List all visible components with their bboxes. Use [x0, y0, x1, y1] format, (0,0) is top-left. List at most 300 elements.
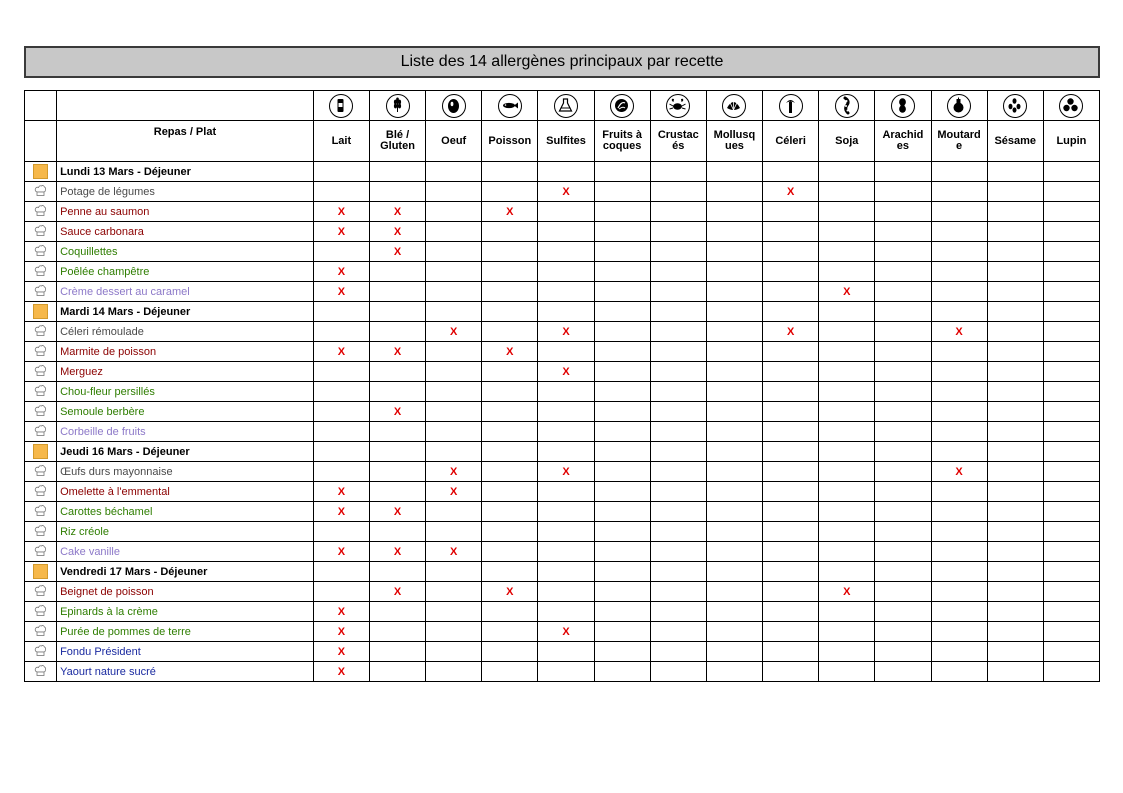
- row-icon-cell: [25, 362, 57, 382]
- allergen-cell: [650, 482, 706, 502]
- allergen-cell: [1043, 162, 1099, 182]
- allergen-cell: [482, 442, 538, 462]
- allergen-cell: [482, 562, 538, 582]
- allergen-mark: X: [562, 185, 570, 198]
- allergen-header-text: Crustac: [657, 129, 699, 141]
- allergen-header-text: és: [672, 140, 685, 152]
- allergen-cell: [313, 582, 369, 602]
- dish-row: [25, 482, 1100, 502]
- allergen-cell: [650, 642, 706, 662]
- allergen-cell: [763, 602, 819, 622]
- allergen-cell: [706, 622, 762, 642]
- allergen-cell: [426, 362, 482, 382]
- allergen-header-text: Sulfites: [546, 134, 586, 147]
- allergen-cell: [538, 322, 594, 342]
- allergen-icon-cell: [426, 91, 482, 121]
- allergen-cell: [819, 382, 875, 402]
- allergen-cell: [313, 362, 369, 382]
- allergen-cell: [875, 322, 931, 342]
- allergen-cell: [931, 222, 987, 242]
- allergen-cell: [987, 242, 1043, 262]
- allergen-cell: [931, 302, 987, 322]
- allergen-cell: [650, 222, 706, 242]
- allergen-cell: [426, 582, 482, 602]
- dish-name: Sauce carbonara: [57, 222, 314, 242]
- allergen-cell: [931, 522, 987, 542]
- allergen-cell: [650, 502, 706, 522]
- fish-icon: [498, 94, 522, 118]
- allergen-cell: [313, 442, 369, 462]
- allergen-cell: [1043, 222, 1099, 242]
- allergen-cell: [426, 162, 482, 182]
- allergen-cell: [538, 202, 594, 222]
- allergen-cell: [931, 182, 987, 202]
- allergen-header-row: [25, 121, 1100, 162]
- allergen-mark: X: [337, 485, 346, 498]
- allergen-column-header: [875, 121, 931, 162]
- allergen-cell: [763, 342, 819, 362]
- allergen-cell: [426, 482, 482, 502]
- allergen-cell: [369, 242, 425, 262]
- allergen-cell: [875, 222, 931, 242]
- blank-header-cell: [57, 91, 314, 121]
- dish-name: Epinards à la crème: [57, 602, 314, 622]
- allergen-cell: [987, 602, 1043, 622]
- allergen-cell: [763, 242, 819, 262]
- dish-name: Corbeille de fruits: [57, 422, 314, 442]
- allergen-cell: [538, 582, 594, 602]
- dish-row: [25, 582, 1100, 602]
- allergen-mark: X: [337, 545, 346, 558]
- allergen-cell: [875, 562, 931, 582]
- allergen-cell: [482, 522, 538, 542]
- allergen-cell: [650, 622, 706, 642]
- allergen-cell: [650, 202, 706, 222]
- allergen-column-header: [763, 121, 819, 162]
- allergen-mark: X: [337, 225, 346, 238]
- allergen-cell: [931, 322, 987, 342]
- allergen-table: [24, 90, 1100, 682]
- allergen-cell: [313, 502, 369, 522]
- allergen-cell: [1043, 542, 1099, 562]
- allergen-cell: [875, 622, 931, 642]
- allergen-cell: [1043, 482, 1099, 502]
- allergen-cell: [369, 602, 425, 622]
- allergen-cell: [482, 302, 538, 322]
- allergen-cell: [538, 362, 594, 382]
- row-icon-cell: [25, 442, 57, 462]
- allergen-cell: [482, 222, 538, 242]
- allergen-cell: [482, 602, 538, 622]
- chef-hat-icon: [34, 428, 47, 440]
- allergen-cell: [987, 662, 1043, 682]
- dish-name: Cake vanille: [57, 542, 314, 562]
- shell-icon: [722, 94, 746, 118]
- chef-hat-icon: [34, 368, 47, 380]
- allergen-column-header: [819, 121, 875, 162]
- allergen-cell: [538, 502, 594, 522]
- allergen-cell: [987, 442, 1043, 462]
- allergen-cell: [594, 242, 650, 262]
- dish-row: [25, 662, 1100, 682]
- row-icon-cell: [25, 222, 57, 242]
- row-icon-cell: [25, 322, 57, 342]
- chef-hat-icon: [34, 208, 47, 220]
- allergen-cell: [819, 342, 875, 362]
- allergen-cell: [538, 602, 594, 622]
- allergen-cell: [650, 562, 706, 582]
- chef-hat-icon: [34, 228, 47, 240]
- flask-icon: [554, 94, 578, 118]
- allergen-cell: [650, 282, 706, 302]
- dish-row: [25, 342, 1100, 362]
- allergen-cell: [819, 662, 875, 682]
- dish-row: [25, 322, 1100, 342]
- allergen-cell: [763, 622, 819, 642]
- page-title: Liste des 14 allergènes principaux par recette: [24, 46, 1100, 78]
- allergen-cell: [987, 502, 1043, 522]
- allergen-header-text: Arachid: [882, 129, 924, 141]
- allergen-mark: X: [337, 205, 346, 218]
- allergen-cell: [538, 462, 594, 482]
- allergen-cell: [594, 282, 650, 302]
- row-icon-cell: [25, 422, 57, 442]
- allergen-cell: [706, 602, 762, 622]
- allergen-icon-row: [25, 91, 1100, 121]
- allergen-cell: [819, 582, 875, 602]
- allergen-cell: [594, 622, 650, 642]
- allergen-cell: [426, 502, 482, 522]
- allergen-cell: [369, 302, 425, 322]
- allergen-cell: [706, 342, 762, 362]
- allergen-cell: [706, 562, 762, 582]
- allergen-icon-cell: [763, 91, 819, 121]
- allergen-cell: [313, 282, 369, 302]
- allergen-cell: [875, 242, 931, 262]
- allergen-cell: [313, 622, 369, 642]
- allergen-cell: [763, 322, 819, 342]
- allergen-cell: [875, 382, 931, 402]
- allergen-cell: [987, 582, 1043, 602]
- allergen-cell: [369, 322, 425, 342]
- allergen-cell: [482, 642, 538, 662]
- allergen-mark: X: [337, 625, 346, 638]
- dish-name: Semoule berbère: [57, 402, 314, 422]
- allergen-cell: [875, 462, 931, 482]
- allergen-header-text: Poisson: [488, 134, 532, 147]
- dish-name: Marmite de poisson: [57, 342, 314, 362]
- allergen-cell: [706, 422, 762, 442]
- allergen-mark: X: [786, 185, 795, 198]
- allergen-cell: [426, 602, 482, 622]
- allergen-cell: [426, 202, 482, 222]
- allergen-cell: [369, 222, 425, 242]
- allergen-cell: [931, 662, 987, 682]
- allergen-cell: [875, 502, 931, 522]
- allergen-cell: [426, 262, 482, 282]
- row-icon-cell: [25, 562, 57, 582]
- allergen-cell: [313, 662, 369, 682]
- allergen-icon-cell: [369, 91, 425, 121]
- allergen-cell: [987, 162, 1043, 182]
- row-icon-cell: [25, 542, 57, 562]
- allergen-cell: [369, 442, 425, 462]
- allergen-header-text: Fruits à: [602, 129, 642, 141]
- allergen-mark: X: [955, 325, 963, 338]
- allergen-cell: [594, 662, 650, 682]
- allergen-cell: [426, 662, 482, 682]
- allergen-cell: [706, 322, 762, 342]
- allergen-cell: [931, 242, 987, 262]
- dish-name: Penne au saumon: [57, 202, 314, 222]
- allergen-cell: [369, 622, 425, 642]
- allergen-cell: [313, 562, 369, 582]
- allergen-cell: [594, 202, 650, 222]
- allergen-cell: [931, 202, 987, 222]
- allergen-mark: X: [337, 345, 346, 358]
- allergen-cell: [987, 382, 1043, 402]
- allergen-cell: [819, 322, 875, 342]
- chef-hat-icon: [34, 268, 47, 280]
- allergen-cell: [987, 342, 1043, 362]
- allergen-cell: [482, 242, 538, 262]
- chef-hat-icon: [34, 348, 47, 360]
- egg-icon: [442, 94, 466, 118]
- allergen-cell: [931, 642, 987, 662]
- allergen-cell: [538, 342, 594, 362]
- allergen-cell: [763, 162, 819, 182]
- allergen-cell: [931, 362, 987, 382]
- allergen-cell: [538, 642, 594, 662]
- allergen-cell: [594, 322, 650, 342]
- allergen-cell: [763, 442, 819, 462]
- allergen-cell: [875, 602, 931, 622]
- allergen-cell: [369, 422, 425, 442]
- allergen-cell: [819, 222, 875, 242]
- dish-row: [25, 542, 1100, 562]
- allergen-cell: [763, 262, 819, 282]
- allergen-cell: [763, 282, 819, 302]
- allergen-cell: [931, 442, 987, 462]
- allergen-cell: [650, 302, 706, 322]
- row-icon-cell: [25, 662, 57, 682]
- allergen-cell: [313, 222, 369, 242]
- row-icon-cell: [25, 462, 57, 482]
- allergen-cell: [594, 562, 650, 582]
- allergen-cell: [538, 282, 594, 302]
- allergen-cell: [369, 542, 425, 562]
- allergen-header-text: Sésame: [994, 134, 1037, 147]
- allergen-cell: [369, 262, 425, 282]
- allergen-cell: [594, 262, 650, 282]
- day-square-icon: [33, 304, 48, 319]
- allergen-cell: [875, 482, 931, 502]
- allergen-cell: [819, 642, 875, 662]
- allergen-header-text: es: [896, 140, 910, 152]
- day-header-row: [25, 442, 1100, 462]
- allergen-cell: [931, 162, 987, 182]
- allergen-cell: [650, 442, 706, 462]
- allergen-cell: [594, 582, 650, 602]
- allergen-header-text: ues: [724, 140, 744, 152]
- allergen-cell: [426, 242, 482, 262]
- allergen-cell: [1043, 302, 1099, 322]
- allergen-cell: [594, 442, 650, 462]
- allergen-cell: [987, 362, 1043, 382]
- nut-icon: [610, 94, 634, 118]
- allergen-cell: [426, 562, 482, 582]
- allergen-cell: [706, 362, 762, 382]
- allergen-cell: [987, 642, 1043, 662]
- allergen-cell: [426, 442, 482, 462]
- allergen-mark: X: [562, 625, 570, 638]
- allergen-cell: [313, 302, 369, 322]
- dish-row: [25, 362, 1100, 382]
- allergen-cell: [931, 602, 987, 622]
- day-square-icon: [33, 164, 48, 179]
- allergen-icon-cell: [987, 91, 1043, 121]
- allergen-cell: [482, 422, 538, 442]
- chef-hat-icon: [34, 508, 47, 520]
- allergen-icon-cell: [538, 91, 594, 121]
- allergen-cell: [706, 502, 762, 522]
- allergen-cell: [538, 382, 594, 402]
- allergen-icon-cell: [819, 91, 875, 121]
- row-icon-cell: [25, 482, 57, 502]
- allergen-cell: [594, 342, 650, 362]
- allergen-cell: [763, 502, 819, 522]
- allergen-cell: [650, 422, 706, 442]
- allergen-cell: [1043, 182, 1099, 202]
- allergen-cell: [482, 502, 538, 522]
- allergen-cell: [931, 622, 987, 642]
- allergen-cell: [482, 162, 538, 182]
- allergen-cell: [931, 542, 987, 562]
- allergen-cell: [369, 502, 425, 522]
- allergen-icon-cell: [313, 91, 369, 121]
- dish-row: [25, 242, 1100, 262]
- allergen-cell: [369, 662, 425, 682]
- dish-name: Yaourt nature sucré: [57, 662, 314, 682]
- allergen-header-text: Céleri: [775, 134, 806, 147]
- allergen-cell: [594, 482, 650, 502]
- allergen-cell: [313, 482, 369, 502]
- allergen-cell: [650, 522, 706, 542]
- chef-hat-icon: [34, 248, 47, 260]
- allergen-cell: [369, 642, 425, 662]
- allergen-cell: [987, 542, 1043, 562]
- allergen-cell: [875, 362, 931, 382]
- chef-hat-icon: [34, 488, 47, 500]
- dish-row: [25, 182, 1100, 202]
- allergen-cell: [482, 622, 538, 642]
- allergen-header-text: Mollusq: [713, 129, 756, 141]
- allergen-column-header: [313, 121, 369, 162]
- allergen-cell: [931, 282, 987, 302]
- allergen-cell: [650, 362, 706, 382]
- allergen-mark: X: [337, 505, 346, 518]
- allergen-cell: [369, 362, 425, 382]
- sesame-icon: [1003, 94, 1027, 118]
- allergen-cell: [313, 542, 369, 562]
- allergen-cell: [313, 602, 369, 622]
- allergen-cell: [369, 202, 425, 222]
- allergen-cell: [594, 182, 650, 202]
- allergen-cell: [875, 422, 931, 442]
- dish-row: [25, 382, 1100, 402]
- allergen-mark: X: [955, 465, 963, 478]
- allergen-mark: X: [843, 585, 851, 598]
- allergen-cell: [1043, 382, 1099, 402]
- allergen-cell: [987, 202, 1043, 222]
- day-label: Mardi 14 Mars - Déjeuner: [57, 302, 314, 322]
- allergen-cell: [706, 282, 762, 302]
- allergen-cell: [819, 562, 875, 582]
- allergen-header-text: Moutard: [937, 129, 981, 141]
- allergen-cell: [482, 322, 538, 342]
- allergen-cell: [763, 642, 819, 662]
- allergen-column-header: [426, 121, 482, 162]
- allergen-icon-cell: [875, 91, 931, 121]
- allergen-header-text: Oeuf: [441, 134, 467, 147]
- dish-row: [25, 422, 1100, 442]
- allergen-cell: [1043, 502, 1099, 522]
- allergen-cell: [706, 202, 762, 222]
- allergen-cell: [1043, 402, 1099, 422]
- allergen-cell: [313, 382, 369, 402]
- allergen-cell: [426, 302, 482, 322]
- allergen-cell: [1043, 602, 1099, 622]
- allergen-cell: [931, 422, 987, 442]
- allergen-cell: [819, 542, 875, 562]
- allergen-cell: [650, 262, 706, 282]
- allergen-cell: [987, 222, 1043, 242]
- allergen-icon-cell: [931, 91, 987, 121]
- allergen-mark: X: [393, 345, 402, 358]
- soy-icon: [835, 94, 859, 118]
- allergen-cell: [426, 282, 482, 302]
- allergen-cell: [538, 422, 594, 442]
- allergen-cell: [706, 402, 762, 422]
- allergen-cell: [875, 162, 931, 182]
- chef-hat-icon: [34, 288, 47, 300]
- allergen-cell: [706, 182, 762, 202]
- allergen-cell: [313, 462, 369, 482]
- allergen-icon-cell: [482, 91, 538, 121]
- allergen-cell: [1043, 322, 1099, 342]
- allergen-cell: [538, 442, 594, 462]
- allergen-cell: [313, 342, 369, 362]
- allergen-cell: [875, 182, 931, 202]
- allergen-cell: [650, 382, 706, 402]
- row-icon-cell: [25, 262, 57, 282]
- chef-hat-icon: [34, 468, 47, 480]
- allergen-mark: X: [450, 465, 458, 478]
- allergen-cell: [819, 502, 875, 522]
- allergen-cell: [426, 422, 482, 442]
- allergen-cell: [426, 342, 482, 362]
- allergen-header-text: e: [956, 140, 963, 152]
- allergen-header-text: Gluten: [380, 140, 415, 152]
- allergen-mark: X: [786, 325, 795, 338]
- allergen-cell: [763, 422, 819, 442]
- allergen-cell: [594, 362, 650, 382]
- allergen-cell: [875, 402, 931, 422]
- allergen-cell: [538, 242, 594, 262]
- allergen-cell: [875, 582, 931, 602]
- allergen-cell: [819, 422, 875, 442]
- chef-hat-icon: [34, 408, 47, 420]
